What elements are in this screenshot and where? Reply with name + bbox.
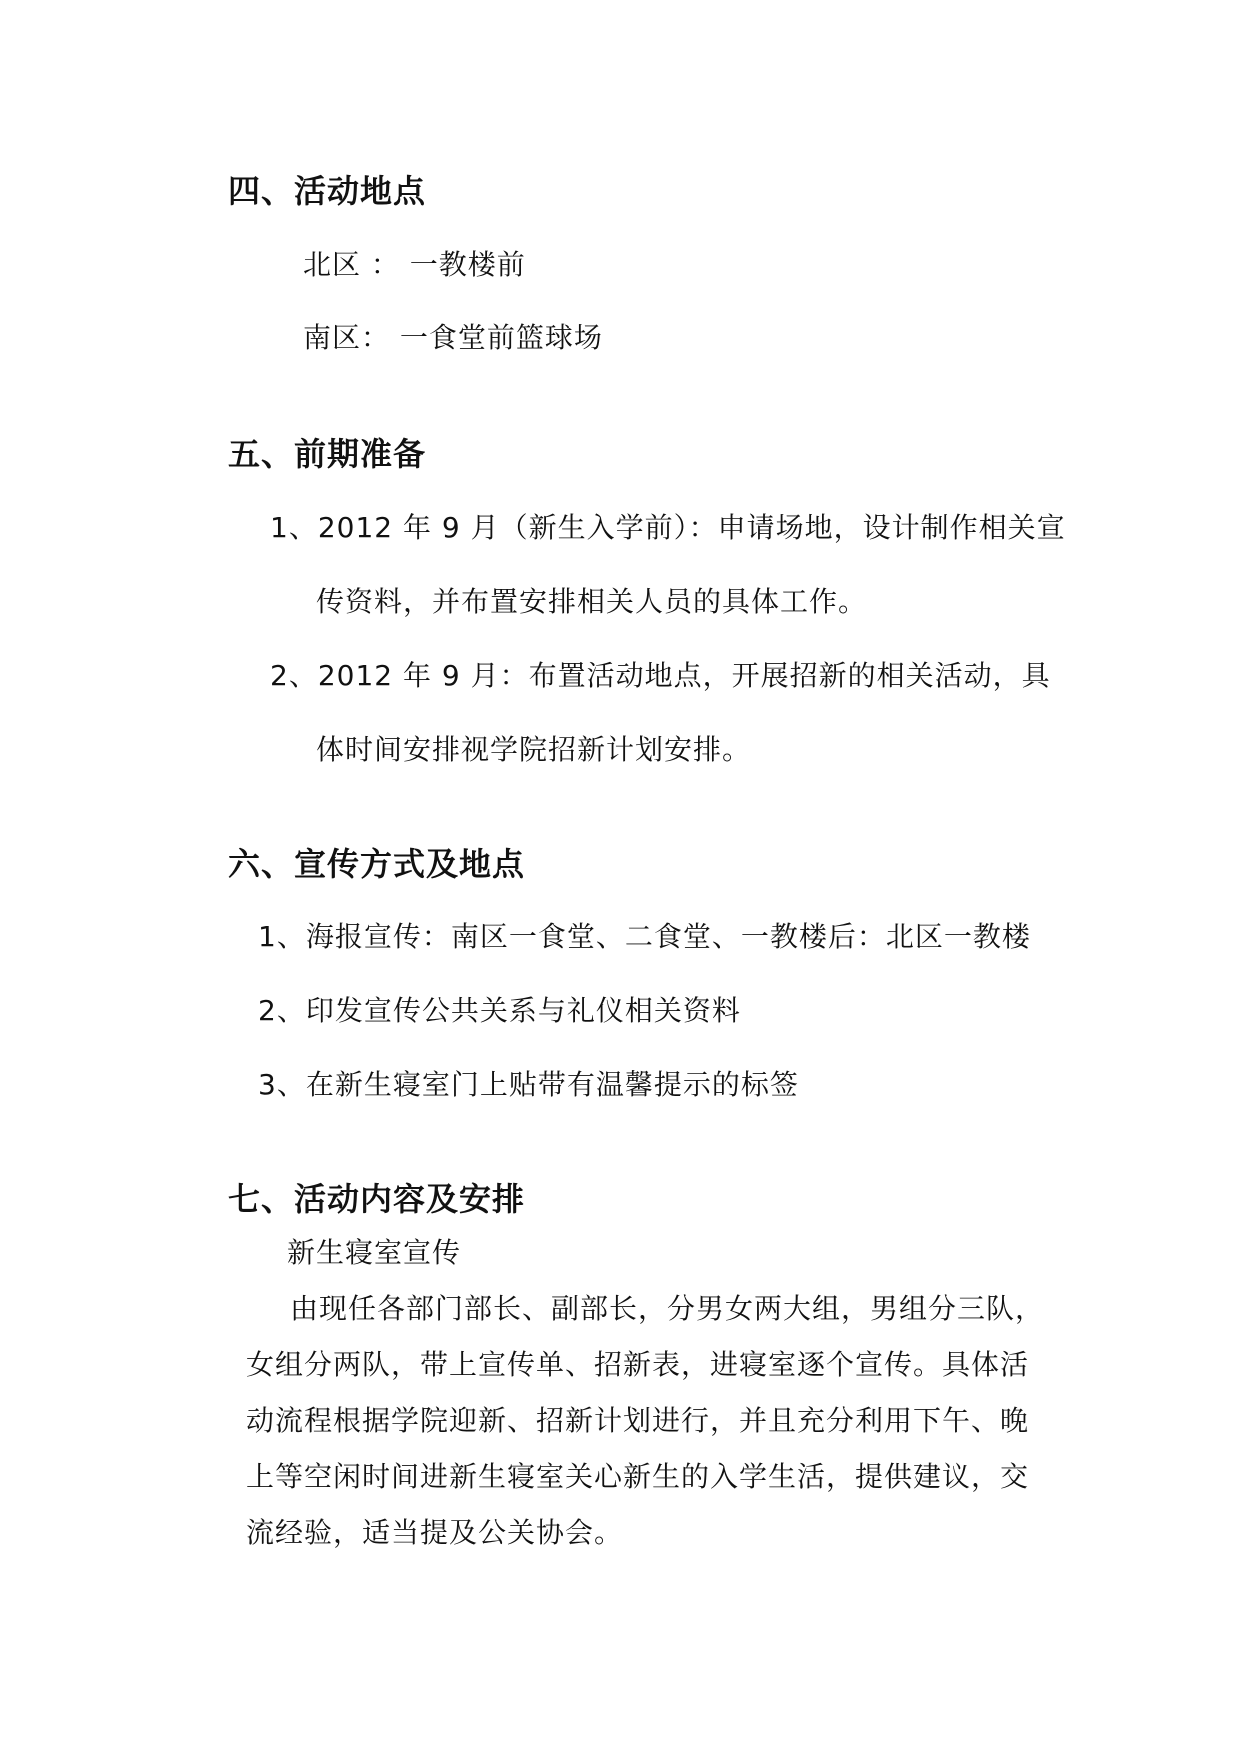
prep-item-2-line-1: 2、2012 年 9 月：布置活动地点，开展招新的相关活动，具 [270,659,1051,692]
prep-item-1-line-1: 1、2012 年 9 月（新生入学前）：申请场地，设计制作相关宣 [270,511,1066,544]
section-7-heading: 七、活动内容及安排 [228,1180,526,1218]
activity-paragraph-line-2: 女组分两队，带上宣传单、招新表，进寝室逐个宣传。具体活 [246,1348,1030,1381]
promo-item-1: 1、海报宣传：南区一食堂、二食堂、一教楼后：北区一教楼 [258,920,1031,953]
activity-paragraph-line-5: 流经验，适当提及公关协会。 [246,1516,624,1549]
promo-item-2: 2、印发宣传公共关系与礼仪相关资料 [258,994,741,1027]
promo-item-3: 3、在新生寝室门上贴带有温馨提示的标签 [258,1068,799,1101]
section-5-heading: 五、前期准备 [228,435,427,473]
activity-paragraph-line-4: 上等空闲时间进新生寝室关心新生的入学生活，提供建议，交 [246,1460,1030,1493]
section-6-heading: 六、宣传方式及地点 [228,845,526,883]
location-north: 北区 ： 一教楼前 [303,248,526,281]
prep-item-1-line-2: 传资料，并布置安排相关人员的具体工作。 [316,585,868,618]
activity-paragraph-line-1: 由现任各部门部长、副部长，分男女两大组，男组分三队， [290,1292,1045,1325]
location-south: 南区： 一食堂前篮球场 [303,321,603,354]
activity-paragraph-line-3: 动流程根据学院迎新、招新计划进行，并且充分利用下午、晚 [246,1404,1030,1437]
prep-item-2-line-2: 体时间安排视学院招新计划安排。 [316,733,752,766]
activity-subtitle: 新生寝室宣传 [287,1236,462,1269]
section-4-heading: 四、活动地点 [228,172,427,210]
